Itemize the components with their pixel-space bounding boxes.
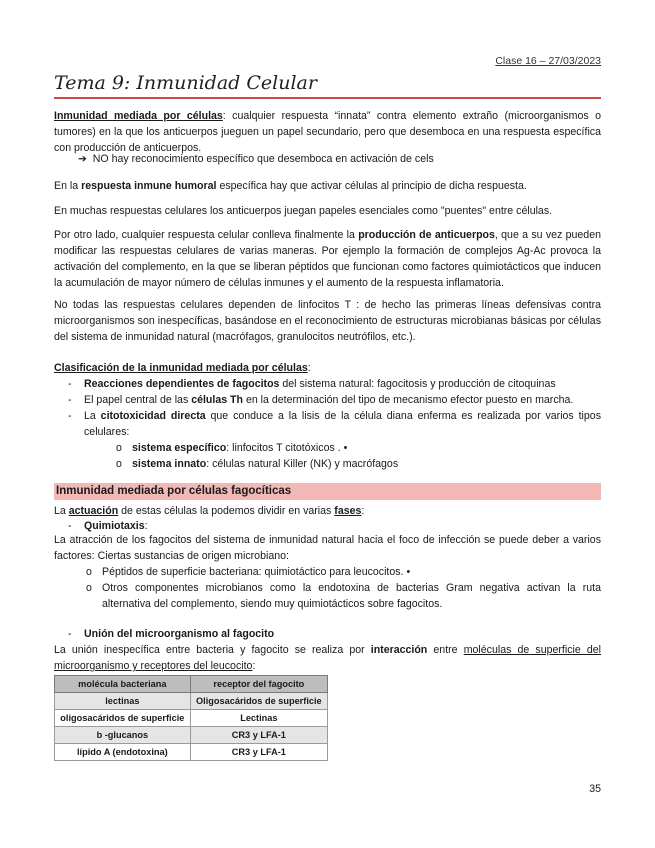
bold-span: sistema innato xyxy=(132,458,207,470)
text-span: , que a su vez pueden modificar las respuestas celulares de varias maneras. Por ejemplo la formación de complejos Ag-Ac provoca la activación del complemento, en la que se liberan péptidos que funcionan como factores quimiotácticos que inducen la acumulación de mayor número de células inmunes y el aumento de la respuesta inflamatoria. xyxy=(54,229,601,289)
text-span: en la determinación del tipo de mecanismo efector puesto en marcha. xyxy=(243,394,574,406)
list-item xyxy=(68,392,601,408)
text-span: En la xyxy=(54,180,82,192)
underlined-span: actuación xyxy=(68,505,119,517)
text-span: específica hay que activar células al principio de dicha respuesta. xyxy=(216,180,527,192)
table-cell: lectinas xyxy=(55,693,191,710)
text-span: : xyxy=(252,660,256,672)
text-span: : linfocitos T citotóxicos . • xyxy=(226,442,348,454)
bold-span: sistema específico xyxy=(132,442,227,454)
text-span: La xyxy=(84,410,101,422)
table-cell: b -glucanos xyxy=(55,727,191,744)
paragraph-definition xyxy=(54,108,601,156)
definition-term: Inmunidad mediada por células xyxy=(54,110,223,122)
text-span: entre xyxy=(427,644,464,656)
sub-list-item xyxy=(86,564,601,580)
section-heading: Inmunidad mediada por células fagocíticas xyxy=(54,483,601,500)
table-header-cell: molécula bacteriana xyxy=(55,676,191,693)
text-span: del sistema natural: fagocitosis y producción de citoquinas xyxy=(279,378,556,390)
list-item xyxy=(68,408,601,438)
circle-bullet-icon: o xyxy=(86,582,92,594)
dash-bullet: - xyxy=(68,410,72,422)
heading-text: Clasificación de la inmunidad mediada por células xyxy=(54,362,308,374)
dash-bullet: - xyxy=(68,378,72,390)
table-cell: Lectinas xyxy=(190,710,327,727)
dash-bullet: - xyxy=(68,394,72,406)
dash-bullet: - xyxy=(68,628,72,640)
phase-colon: : xyxy=(144,520,148,532)
text-span: que conduce a la lisis de la célula diana enferma es realizada por varios tipos celulares: xyxy=(84,410,601,438)
underlined-span: moléculas de superficie del microorganismo y receptores del leucocito xyxy=(54,644,601,672)
text-span: : xyxy=(361,505,365,517)
sub-list-item xyxy=(116,440,348,456)
text-span: Péptidos de superficie bacteriana: quimiotáctico para leucocitos. • xyxy=(102,566,411,578)
arrow-icon: ➔ xyxy=(78,153,87,165)
table-cell: lípido A (endotoxina) xyxy=(55,744,191,761)
circle-bullet-icon: o xyxy=(86,566,92,578)
underlined-span: fases xyxy=(334,505,362,517)
bold-span: respuesta inmune humoral xyxy=(81,180,217,192)
table-header-cell: receptor del fagocito xyxy=(190,676,327,693)
dash-bullet: - xyxy=(68,520,72,532)
table-header-row xyxy=(55,676,328,693)
receptor-table xyxy=(54,675,328,761)
phase-heading xyxy=(68,626,275,642)
bold-span: citotoxicidad directa xyxy=(100,410,206,422)
table-row xyxy=(55,693,328,710)
paragraph-antibodies xyxy=(54,227,601,291)
table-row xyxy=(55,727,328,744)
table-row xyxy=(55,744,328,761)
arrow-note xyxy=(78,153,434,165)
page-title: Tema 9: Inmunidad Celular xyxy=(54,72,601,99)
list-item xyxy=(68,376,601,392)
bold-span: células Th xyxy=(191,394,243,406)
phase1-text: La atracción de los fagocitos del sistema de inmunidad natural hacia el foco de infección se puede deber a varios factores: Ciertas sustancias de origen microbiano: xyxy=(54,534,601,562)
text-span: La unión inespecífica entre bacteria y fagocito se realiza por xyxy=(54,644,371,656)
table-cell: Oligosacáridos de superficie xyxy=(190,693,327,710)
table-row xyxy=(55,710,328,727)
phase-title: Quimiotaxis xyxy=(84,520,145,532)
bold-span: Reacciones dependientes de fagocitos xyxy=(84,378,280,390)
text-span: Otros componentes microbianos como la endotoxina de bacterias Gram negativa activan la ruta alternativa del complemento, siendo muy quimiotácticos sobre fagocitos. xyxy=(102,582,601,610)
text-span: El papel central de las xyxy=(84,394,192,406)
text-span: de estas células la podemos dividir en varias xyxy=(118,505,335,517)
paragraph-bridges: En muchas respuestas celulares los anticuerpos juegan papeles esenciales como "puentes" entre células. xyxy=(54,205,553,217)
table-cell: oligosacáridos de superficie xyxy=(55,710,191,727)
paragraph-innate: No todas las respuestas celulares dependen de linfocitos T : de hecho las primeras líneas defensivas contra microorganismos son inespecíficas, basándose en el reconocimiento de estructuras microbianas básicas por células del sistema de inmunidad natural (macrófagos, granulocitos neutrófilos, etc.). xyxy=(54,299,601,343)
heading-colon: : xyxy=(307,362,311,374)
table-cell: CR3 y LFA-1 xyxy=(190,744,327,761)
circle-bullet-icon: o xyxy=(116,458,122,470)
paragraph-humoral xyxy=(54,178,601,194)
phase-title: Unión del microorganismo al fagocito xyxy=(84,628,275,640)
classification-heading xyxy=(54,360,601,376)
text-span: Por otro lado, cualquier respuesta celular conlleva finalmente la xyxy=(54,229,359,241)
page-number: 35 xyxy=(589,783,601,795)
text-span: La xyxy=(54,505,69,517)
bold-span: producción de anticuerpos xyxy=(358,229,495,241)
sub-list-item xyxy=(86,580,601,610)
circle-bullet-icon: o xyxy=(116,442,122,454)
sub-list-item xyxy=(116,456,399,472)
phase2-text xyxy=(54,642,601,674)
class-date: Clase 16 – 27/03/2023 xyxy=(495,55,601,67)
arrow-note-text: NO hay reconocimiento específico que desemboca en activación de cels xyxy=(92,153,434,165)
text-span: : células natural Killer (NK) y macrófagos xyxy=(206,458,399,470)
bold-span: interacción xyxy=(370,644,428,656)
section-intro xyxy=(54,503,601,519)
definition-text: : cualquier respuesta “innata” contra elemento extraño (microorganismos o tumores) en la que los anticuerpos jueguen un papel secundario, pero que desemboca en una respuesta específica con producción de anticuerpos. xyxy=(54,110,601,154)
table-cell: CR3 y LFA-1 xyxy=(190,727,327,744)
